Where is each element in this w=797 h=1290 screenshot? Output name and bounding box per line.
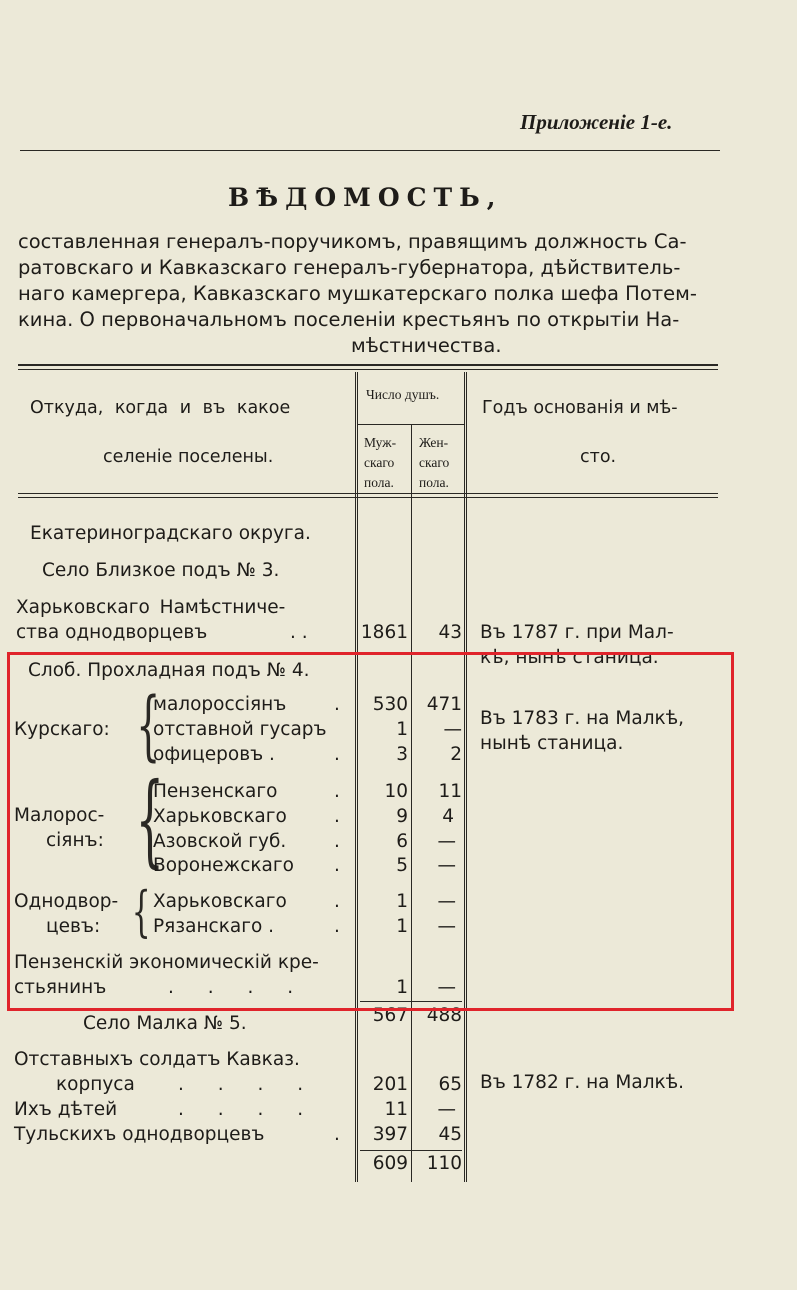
male-header-line: пола. [364,475,394,490]
rule-header-bottom [18,493,718,494]
heading-rule [20,150,720,151]
row-label: Ихъ дѣтей [14,1099,118,1120]
item-label: Азовской губ. [153,831,287,852]
sloboda-prokhladnaya: Слоб. Прохладная подъ № 4. [28,660,310,681]
female-count: 65 [438,1074,462,1095]
male-count: 3 [396,744,408,765]
leader-dots: . [334,855,340,876]
document-title: ВѢДОМОСТЬ, [228,183,503,212]
col-origin-header: Откуда, когда и въ какое [30,398,291,418]
item-label: офицеровъ . [153,744,275,765]
female-count: 45 [438,1124,462,1145]
year-note: Въ 1787 г. при Мал- [480,622,674,643]
intro-line: ратовскаго и Кавказскаго генералъ-губернатора, дѣйствитель- [18,256,681,279]
leader-dots: . [334,916,340,937]
female-count: — [437,831,456,852]
male-header-line: скаго [364,455,395,470]
souls-rule [358,424,464,425]
row-label: Харьковскаго Намѣстниче- [16,597,286,618]
female-count: — [437,977,456,998]
brace: { [131,880,151,943]
item-label: отставной гусаръ [153,719,327,740]
male-count: 5 [396,855,408,876]
leader-dots: . [334,806,340,827]
male-count: 397 [372,1124,408,1145]
intro-line: составленная генералъ-поручикомъ, правящимъ должность Са- [18,230,687,253]
brace: { [136,680,161,769]
group-label: Малорос- [14,805,105,826]
col-origin-header-2: селенiе поселены. [103,447,274,467]
leader-dots: . . . . [168,977,294,998]
village-malka: Село Малка № 5. [83,1013,247,1034]
male-count: 6 [396,831,408,852]
district-heading: Екатериноградскаго округа. [30,523,311,544]
female-count: 471 [426,694,462,715]
subtotal-male: 567 [372,1005,408,1026]
rule-header-bottom-2 [18,497,718,498]
col-year-header: Годъ основанiя и мѣ- [482,398,678,418]
leader-dots: . [334,744,340,765]
male-count: 1 [396,916,408,937]
intro-line: наго камергера, Кавказскаго мушкатерскаго полка шефа Потем- [18,282,697,305]
leader-dots: . . [290,622,308,643]
female-count: — [437,855,456,876]
item-label: Рязанскаго . [153,916,275,937]
subtotal-female: 488 [426,1005,462,1026]
male-count: 10 [384,781,408,802]
male-count: 11 [384,1099,408,1120]
item-label: Харьковскаго [153,891,287,912]
male-count: 9 [396,806,408,827]
male-count: 530 [372,694,408,715]
row-label: стьянинъ [14,977,107,998]
leader-dots: . [334,694,340,715]
souls-header: Число душъ. [366,387,440,402]
female-count: — [437,1099,456,1120]
group-label: Однодвор- [14,891,119,912]
female-header [419,433,449,493]
intro-line: кина. О первоначальномъ поселенiи крестьянъ по открытiи На- [18,308,680,331]
male-header-line: Муж- [364,435,397,450]
male-count: 1861 [360,622,408,643]
row-label: корпуса [56,1074,135,1095]
year-note: Въ 1782 г. на Малкѣ. [480,1072,685,1093]
year-note: Въ 1783 г. на Малкѣ, [480,708,685,729]
female-count: 2 [450,744,462,765]
total-female: 110 [426,1153,462,1174]
row-label: Отставныхъ солдатъ Кавказ. [14,1049,300,1070]
appendix-heading: Приложенiе 1-е. [520,110,673,134]
leader-dots: . . . . [178,1074,304,1095]
row-label: Тульскихъ однодворцевъ [14,1124,265,1145]
row-label: ства однодворцевъ [16,622,208,643]
female-count: 4 [442,806,454,827]
female-count: — [437,916,456,937]
male-header [364,433,396,493]
group-label: цевъ: [46,916,101,937]
rule-top-thin [18,369,718,370]
rule-top [18,364,718,366]
brace: { [135,761,165,878]
item-label: Харьковскаго [153,806,287,827]
item-label: Пензенскаго [153,781,278,802]
leader-dots: . [334,781,340,802]
female-count: — [443,719,462,740]
female-count: — [437,891,456,912]
male-count: 1 [396,891,408,912]
intro-line: мѣстничества. [351,334,502,357]
total-rule [360,1150,462,1151]
year-note: нынѣ станица. [480,733,624,754]
female-header-line: Жен- [419,435,449,450]
row-label: Пензенскiй экономическiй кре- [14,952,319,973]
item-label: Воронежскаго [153,855,294,876]
female-count: 43 [438,622,462,643]
female-header-line: пола. [419,475,449,490]
highlight-box [7,652,734,1011]
female-count: 11 [438,781,462,802]
leader-dots: . [334,891,340,912]
leader-dots: . . . . [178,1099,304,1120]
male-count: 201 [372,1074,408,1095]
village-blizkoe: Село Близкое подъ № 3. [42,560,280,581]
total-male: 609 [372,1153,408,1174]
col-year-header-2: сто. [580,447,617,467]
item-label: малороссiянъ [153,694,287,715]
leader-dots: . [334,831,340,852]
male-count: 1 [396,719,408,740]
year-note: кѣ, нынѣ станица. [480,647,659,668]
group-label: Курскаго: [14,719,110,740]
group-label: сiянъ: [46,830,104,851]
male-count: 1 [396,977,408,998]
leader-dots: . [334,1124,340,1145]
female-header-line: скаго [419,455,450,470]
